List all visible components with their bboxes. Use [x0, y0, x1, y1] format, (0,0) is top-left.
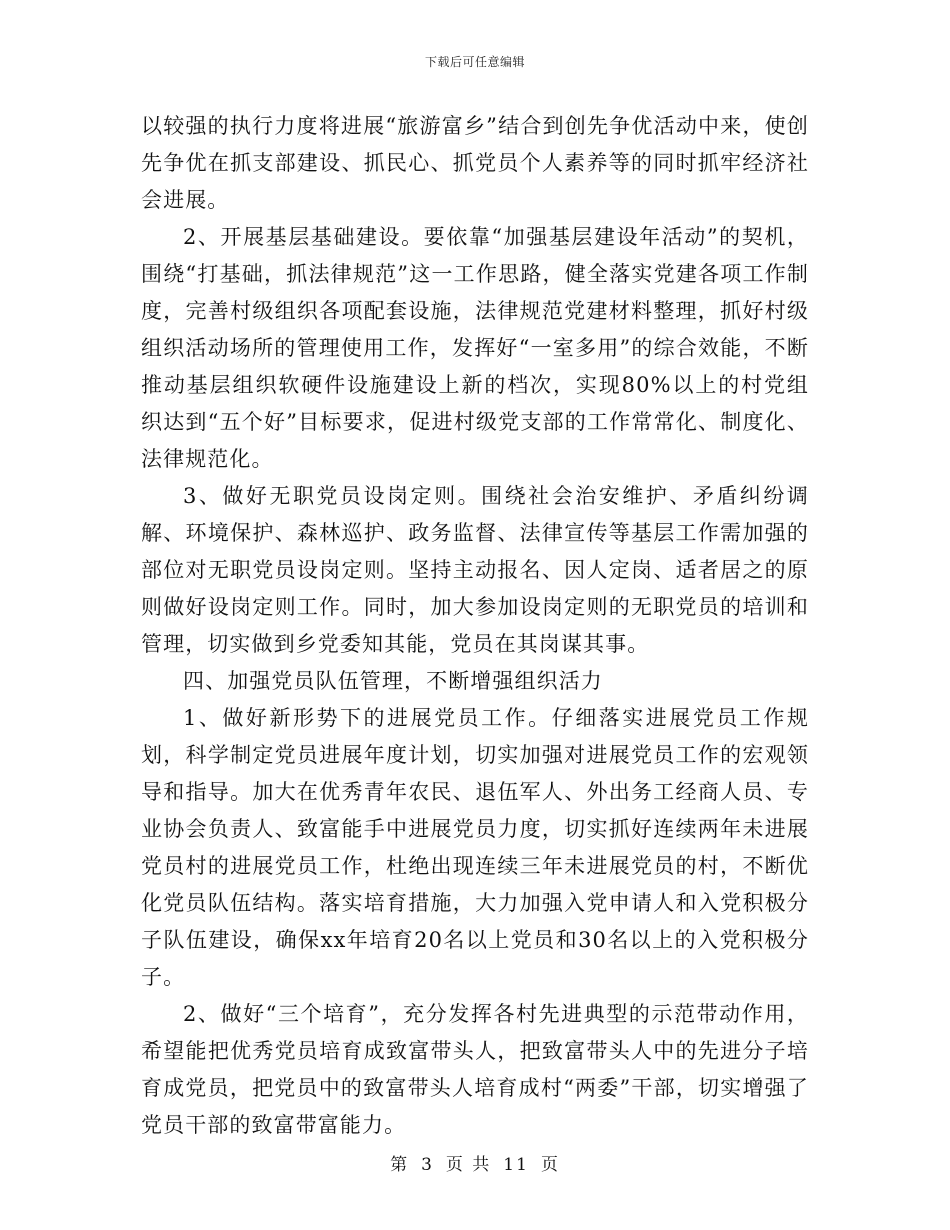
footer-page-number: 3 — [421, 1155, 434, 1175]
footer-prefix: 第 — [390, 1155, 410, 1175]
paragraph-item-2: 2、开展基层基础建设。要依靠“加强基层建设年活动”的契机，围绕“打基础，抓法律规范”这一工作思路，健全落实党建各项工作制度，完善村级组织各项配套设施，法律规范党建材料整理，抓好村级组织活动场所的管理使用工作，发挥好“一室多用”的综合效能，不断推动基层组织软硬件设施建设上新的档次，实现80%以上的村党组织达到“五个好”目标要求，促进村级党支部的工作常常化、制度化、法律规范化。 — [141, 225, 809, 471]
footer-middle: 页 共 — [445, 1155, 492, 1175]
section-heading-4: 四、加强党员队伍管理，不断增强组织活力 — [183, 669, 603, 693]
footer-suffix: 页 — [540, 1155, 560, 1175]
document-body — [141, 108, 809, 1144]
paragraph-item-3: 3、做好无职党员设岗定则。围绕社会治安维护、矛盾纠纷调解、环境保护、森林巡护、政务监督、法律宣传等基层工作需加强的部位对无职党员设岗定则。坚持主动报名、因人定岗、适者居之的原则做好设岗定则工作。同时，加大参加设岗定则的无职党员的培训和管理，切实做到乡党委知其能，党员在其岗谋其事。 — [141, 484, 809, 656]
paragraph-section4-item-2: 2、做好“三个培育”，充分发挥各村先进典型的示范带动作用，希望能把优秀党员培育成致富带头人，把致富带头人中的先进分子培育成党员，把党员中的致富带头人培育成村“两委”干部，切实增强了党员干部的致富带富能力。 — [141, 1002, 809, 1137]
footer-total-pages: 11 — [503, 1155, 529, 1175]
paragraph-section4-item-1: 1、做好新形势下的进展党员工作。仔细落实进展党员工作规划，科学制定党员进展年度计划，切实加强对进展党员工作的宏观领导和指导。加大在优秀青年农民、退伍军人、外出务工经商人员、专业协会负责人、致富能手中进展党员力度，切实抓好连续两年未进展党员村的进展党员工作，杜绝出现连续三年未进展党员的村，不断优化党员队伍结构。落实培育措施，大力加强入党申请人和入党积极分子队伍建设，确保xx年培育20名以上党员和30名以上的入党积极分子。 — [141, 706, 809, 989]
page-header: 下载后可任意编辑 — [424, 55, 525, 69]
paragraph-continuation: 以较强的执行力度将进展“旅游富乡”结合到创先争优活动中来，使创先争优在抓支部建设、抓民心、抓党员个人素养等的同时抓牢经济社会进展。 — [141, 114, 809, 212]
page-footer — [0, 1154, 950, 1176]
